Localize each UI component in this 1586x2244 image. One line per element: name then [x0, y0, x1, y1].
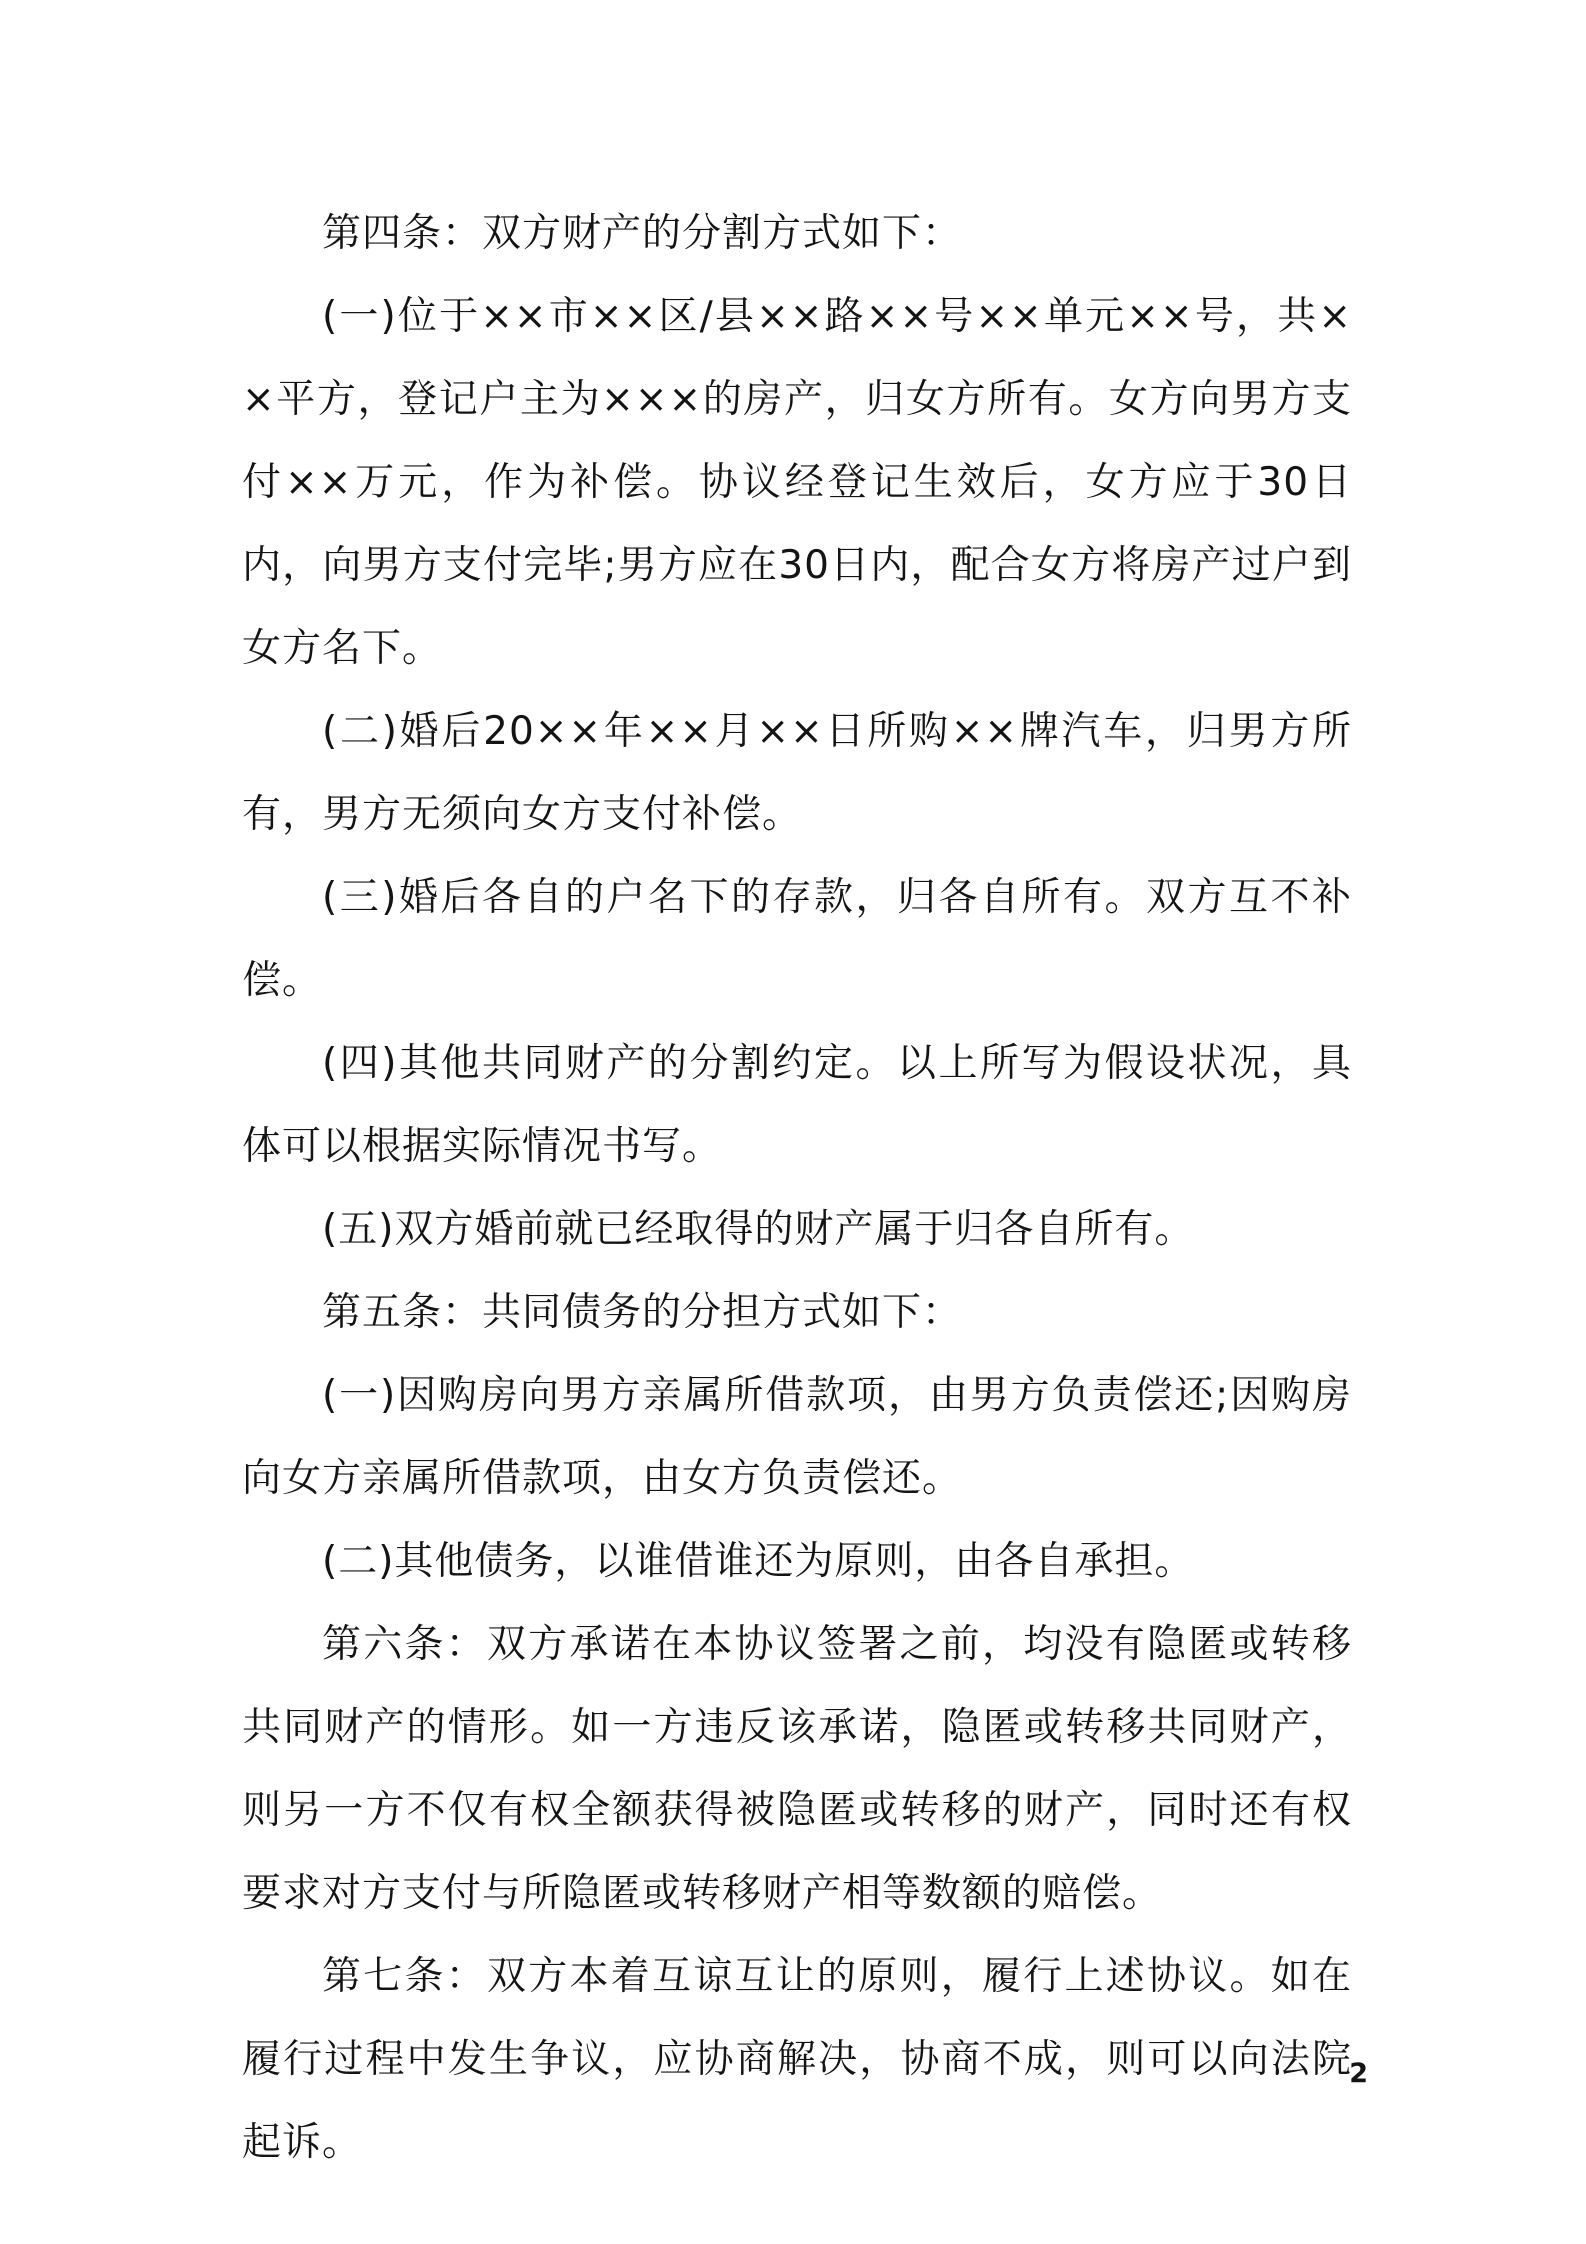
paragraph-article-4-item-1: (一)位于××市××区/县××路××号××单元××号，共××平方，登记户主为×××的房产，归女方所有。女方向男方支付××万元，作为补偿。协议经登记生效后，女方应于30日内，向男方支付完毕;男方应在30日内，配合女方将房产过户到女方名下。 [242, 294, 1352, 671]
paragraph-article-4-item-4: (四)其他共同财产的分割约定。以上所写为假设状况，具体可以根据实际情况书写。 [242, 1041, 1352, 1169]
paragraph-article-5-item-2: (二)其他债务，以谁借谁还为原则，由各自承担。 [322, 1539, 1195, 1584]
page-number: 2 [1349, 2058, 1368, 2089]
paragraph-article-4-item-5: (五)双方婚前就已经取得的财产属于归各自所有。 [322, 1207, 1195, 1252]
paragraph-article-7: 第七条：双方本着互谅互让的原则，履行上述协议。如在履行过程中发生争议，应协商解决，协商不成，则可以向法院起诉。 [242, 1954, 1352, 2165]
paragraph-article-6: 第六条：双方承诺在本协议签署之前，均没有隐匿或转移共同财产的情形。如一方违反该承诺，隐匿或转移共同财产，则另一方不仅有权全额获得被隐匿或转移的财产，同时还有权要求对方支付与所隐匿或转移财产相等数额的赔偿。 [242, 1622, 1352, 1916]
document-body [242, 192, 1352, 2184]
paragraph-article-4-item-2: (二)婚后20××年××月××日所购××牌汽车，归男方所有，男方无须向女方支付补偿。 [242, 709, 1352, 837]
paragraph-article-5-item-1: (一)因购房向男方亲属所借款项，由男方负责偿还;因购房向女方亲属所借款项，由女方负责偿还。 [242, 1373, 1352, 1501]
paragraph-article-4-item-3: (三)婚后各自的户名下的存款，归各自所有。双方互不补偿。 [242, 875, 1352, 1003]
paragraph-article-5-heading: 第五条：共同债务的分担方式如下： [322, 1290, 963, 1335]
paragraph-article-4-heading: 第四条：双方财产的分割方式如下： [322, 211, 963, 256]
